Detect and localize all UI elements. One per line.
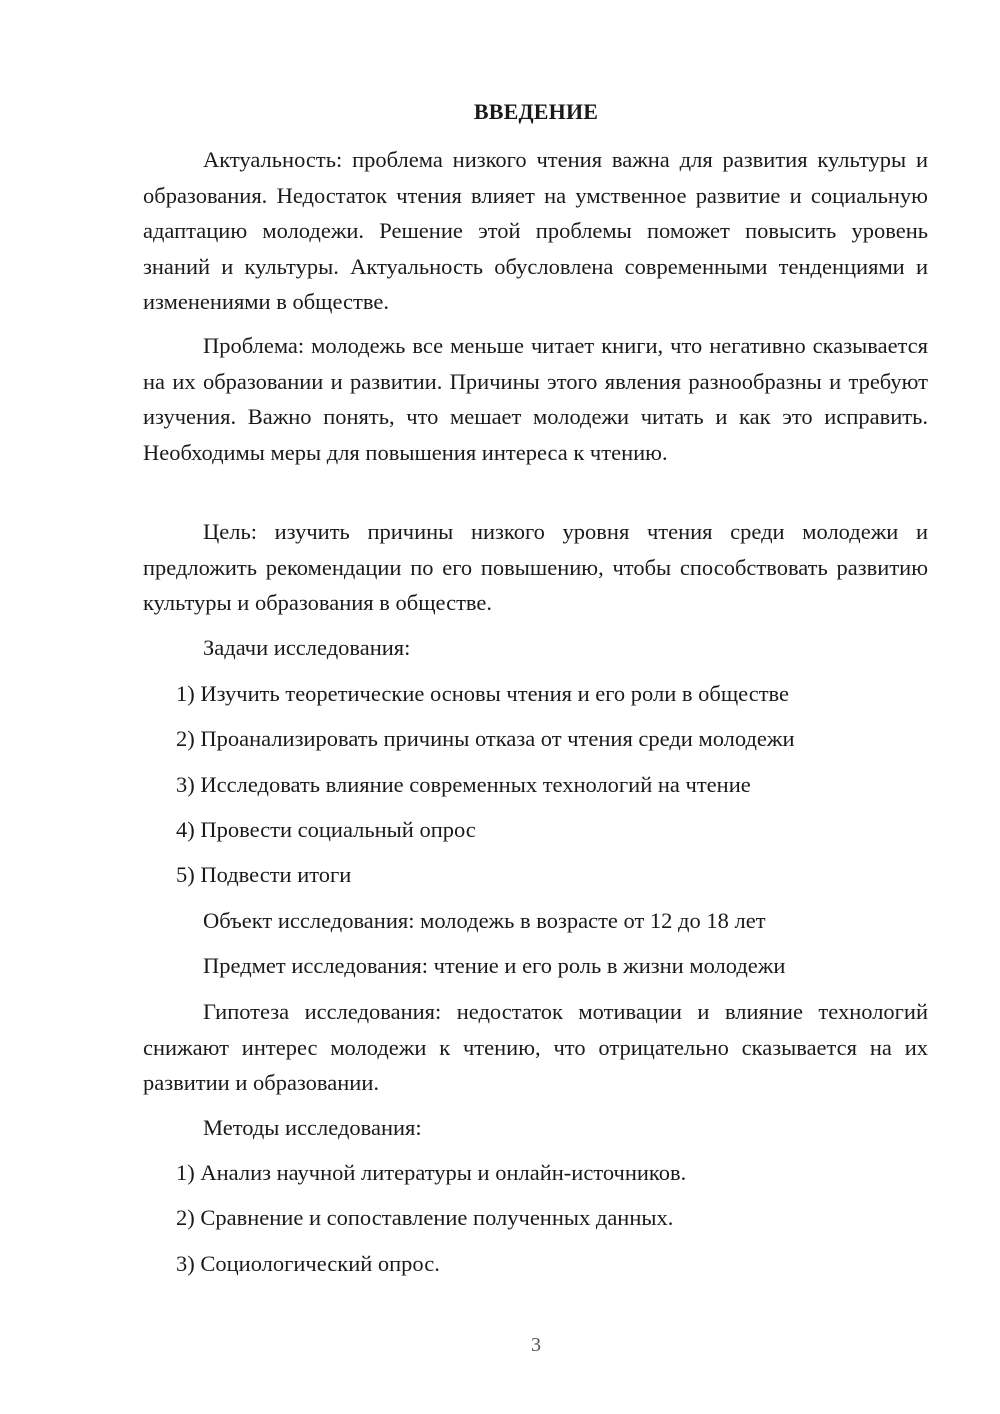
task-item: 4) Провести социальный опрос — [176, 817, 476, 842]
paragraph-problem: Проблема: молодежь все меньше читает книги, что негативно сказывается на их образовании и развитии. Причины этого явления разнообразны и требуют изучения. Важно понять, что мешает молодежи читать и как это исправить. Необходимы меры для повышения интереса к чтению. — [143, 333, 928, 465]
task-item: 2) Проанализировать причины отказа от чтения среди молодежи — [176, 726, 795, 751]
methods-heading: Методы исследования: — [203, 1115, 422, 1140]
research-object: Объект исследования: молодежь в возрасте от 12 до 18 лет — [203, 908, 766, 933]
paragraph-hypothesis: Гипотеза исследования: недостаток мотивации и влияние технологий снижают интерес молодежи к чтению, что отрицательно сказывается на их развитии и образовании. — [143, 999, 928, 1095]
research-subject: Предмет исследования: чтение и его роль в жизни молодежи — [203, 953, 786, 978]
task-item: 5) Подвести итоги — [176, 862, 352, 887]
paragraph-relevance: Актуальность: проблема низкого чтения важна для развития культуры и образования. Недостаток чтения влияет на умственное развитие и социальную адаптацию молодежи. Решение этой проблемы поможет повысить уровень знаний и культуры. Актуальность обусловлена современными тенденциями и изменениями в обществе. — [143, 147, 928, 314]
method-item: 1) Анализ научной литературы и онлайн-источников. — [176, 1160, 687, 1185]
method-item: 3) Социологический опрос. — [176, 1251, 440, 1276]
method-item: 2) Сравнение и сопоставление полученных данных. — [176, 1205, 674, 1230]
page-title: ВВЕДЕНИЕ — [473, 99, 599, 124]
task-item: 3) Исследовать влияние современных технологий на чтение — [176, 772, 751, 797]
paragraph-goal: Цель: изучить причины низкого уровня чтения среди молодежи и предложить рекомендации по его повышению, чтобы способствовать развитию культуры и образования в обществе. — [143, 519, 928, 615]
page-number: 3 — [531, 1334, 541, 1356]
task-item: 1) Изучить теоретические основы чтения и его роли в обществе — [176, 681, 790, 706]
tasks-heading: Задачи исследования: — [203, 635, 411, 660]
